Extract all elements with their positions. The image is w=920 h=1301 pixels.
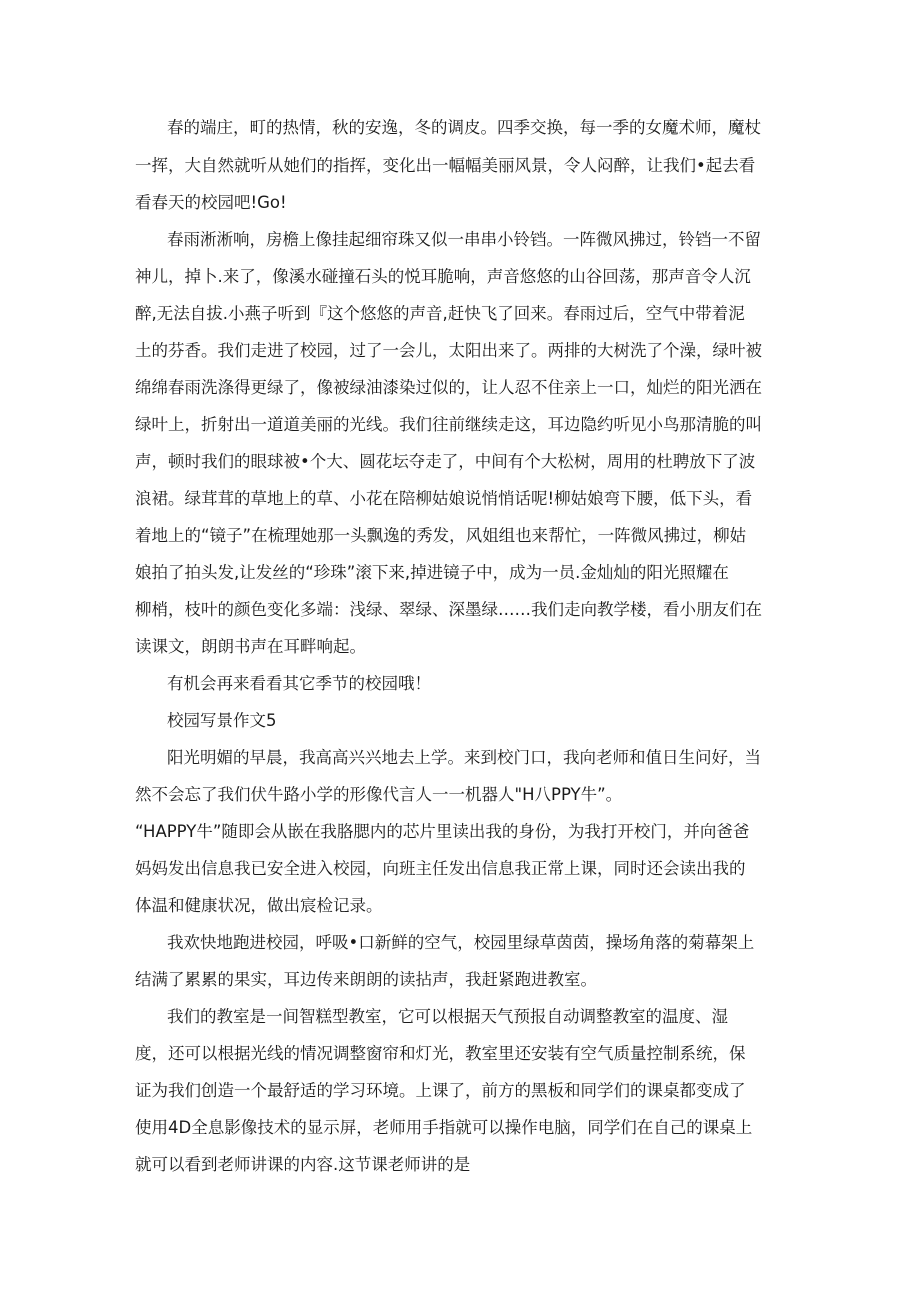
text-line: 我们的教室是一间智糕型教室，它可以根据天气预报自动调整教室的温度、湿 — [167, 1007, 728, 1026]
text-line: 土的芬香。我们走进了校园，过了一会儿，太阳出来了。两排的大树洗了个澡，绿叶被 — [135, 341, 762, 360]
text-line: 有机会再来看看其它季节的校园哦！ — [167, 674, 431, 693]
text-line: 一挥，大自然就听从她们的指挥，变化出一幅幅美丽风景，令人闷醉，让我们•起去看 — [135, 156, 756, 175]
text-line: 我欢快地跑进校园，呼吸•口新鲜的空气，校园里绿草茵茵，操场角落的菊幕架上 — [167, 933, 755, 952]
text-line: 春雨淅淅响，房檐上像挂起细帘珠又似一串串小铃铛。一阵微风拂过，铃铛一不留 — [167, 230, 761, 249]
text-line: 娘拍了拍头发,让发丝的“珍珠”滚下来,掉进镜子中，成为一员.金灿灿的阳光照耀在 — [135, 563, 729, 582]
section-heading: 校园写景作文5 — [167, 711, 277, 730]
text-line: 浪裙。绿茸茸的草地上的草、小花在陪柳姑娘说悄悄话呢!柳姑娘弯下腰，低下头，看 — [135, 489, 753, 508]
text-line: 然不会忘了我们伏牛路小学的形像代言人一一机器人"H八PPY牛”。 — [135, 785, 623, 804]
text-line: 妈妈发出信息我已安全进入校园，向班主任发出信息我正常上课，同时还会读出我的 — [135, 859, 746, 878]
text-line: 使用4D全息影像技术的显示屏，老师用手指就可以操作电脑，同学们在自己的课桌上 — [135, 1118, 753, 1137]
text-line: 绿叶上，折射出一道道美丽的光线。我们往前继续走这，耳边隐约听见小鸟那清脆的叫 — [135, 415, 762, 434]
text-line: 醉,无法自拔.小燕子听到『这个悠悠的声音,赶快飞了回来。春雨过后，空气中带着泥 — [135, 304, 745, 323]
text-line: 声，顿时我们的眼球被•个大、圆花坛夺走了，中间有个大松树，周用的杜聘放下了波 — [135, 452, 756, 471]
text-line: 着地上的“镜子”在梳理她那一头飘逸的秀发，风姐组也来帮忙，一阵微风拂过，柳姑 — [135, 526, 747, 545]
text-line: 证为我们创造一个最舒适的学习环境。上课了，前方的黑板和同学们的课桌都变成了 — [135, 1081, 746, 1100]
text-line: 看春天的校园吧!Go! — [135, 193, 287, 212]
text-line: 绵绵春雨洗涤得更绿了，像被绿油漆染过似的，让人忍不住亲上一口，灿烂的阳光洒在 — [135, 378, 762, 397]
text-line: 体温和健康状况，做出宸检记录。 — [135, 896, 383, 915]
text-line: 神儿，掉卜.来了，像溪水碰撞石头的悦耳脆响，声音悠悠的山谷回荡，那声音令人沉 — [135, 267, 751, 286]
text-line: 柳梢，枝叶的颜色变化多端：浅绿、翠绿、深墨绿……我们走向教学楼，看小朋友们在 — [135, 600, 762, 619]
text-line: 就可以看到老师讲课的内容.这节课老师讲的是 — [135, 1155, 471, 1174]
text-line: 度，还可以根据光线的情况调整窗帘和灯光，教室里还安装有空气质量控制系统，保 — [135, 1044, 746, 1063]
text-line: 结满了累累的果实，耳边传来朗朗的读拈声，我赶紧跑进教室。 — [135, 970, 597, 989]
text-line: 春的端庄，町的热情，秋的安逸，冬的调皮。四季交换，每一季的女魔术师，魔杖 — [167, 118, 761, 137]
text-line: 阳光明媚的早晨，我高高兴兴地去上学。来到校门口，我向老师和值日生问好，当 — [167, 748, 761, 767]
text-line: “HAPPY牛”随即会从嵌在我胳腮内的芯片里读出我的身份，为我打开校门，并向爸爸 — [135, 822, 750, 841]
text-line: 读课文，朗朗书声在耳畔响起。 — [135, 637, 366, 656]
